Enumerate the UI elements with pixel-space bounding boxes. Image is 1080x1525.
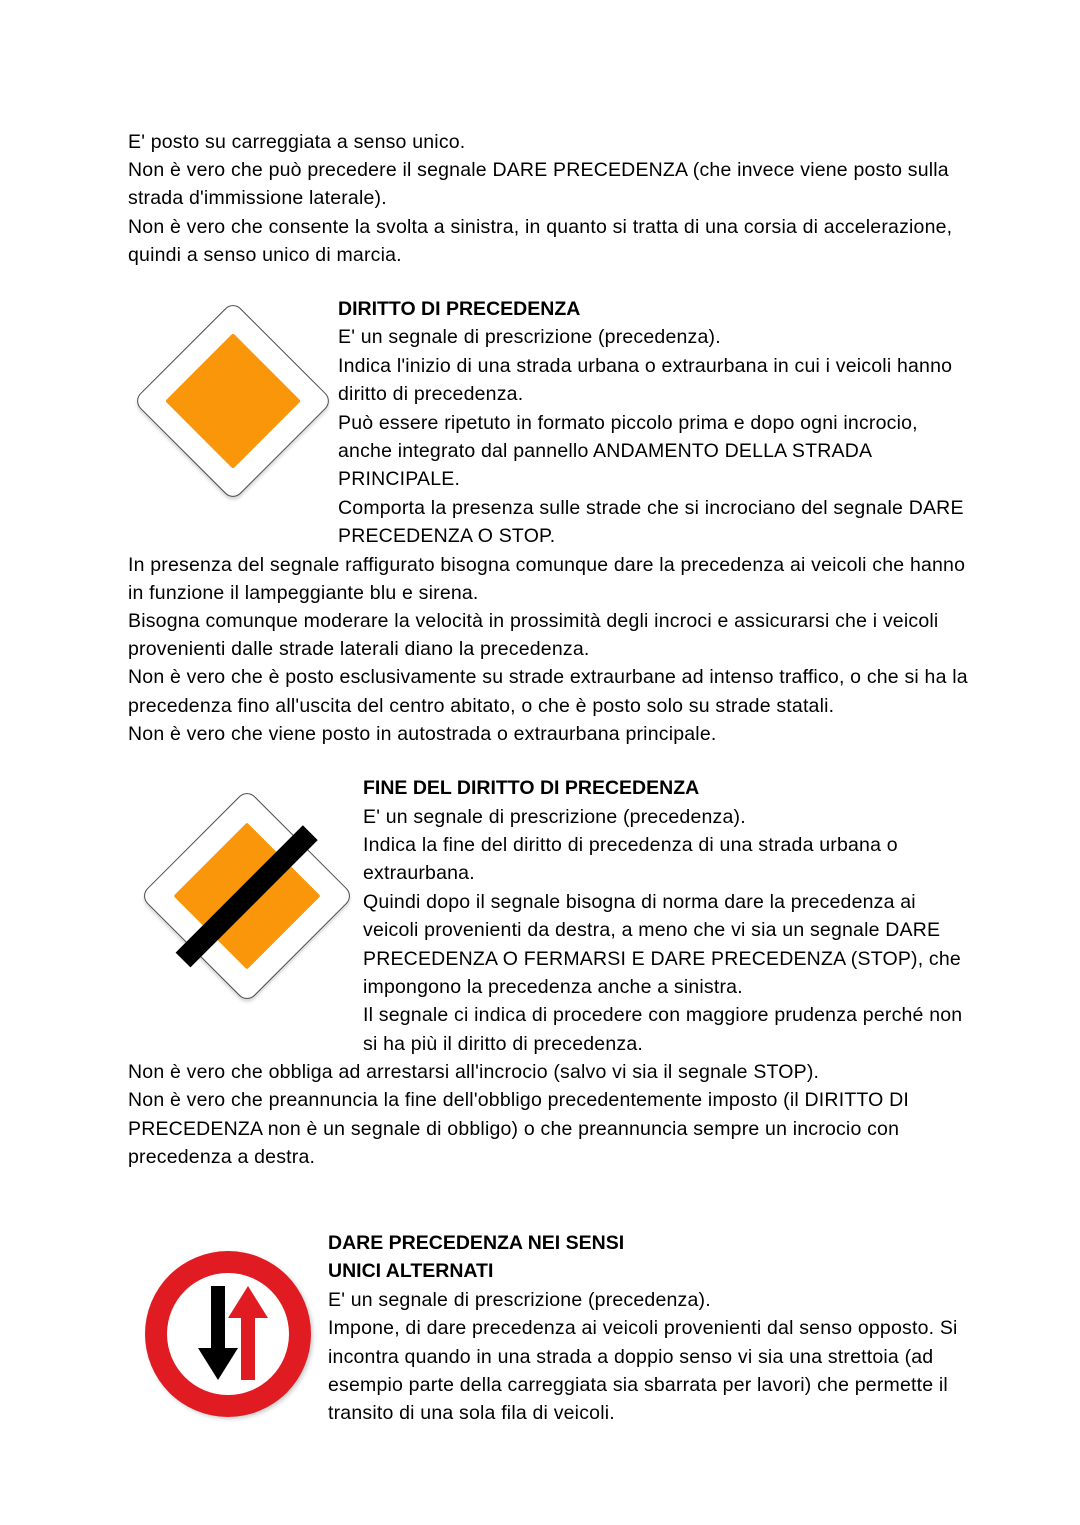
diamond-plate-icon — [139, 789, 354, 1004]
after-line: Bisogna comunque moderare la velocità in prossimità degli incroci e assicurarsi che i veicoli provenienti dalle strade laterali diano la precedenza. — [128, 610, 939, 661]
sign-column — [128, 774, 363, 1008]
section-body-line: Indica la fine del diritto di precedenza di una strada urbana o extraurbana. — [363, 833, 898, 885]
section-heading: DIRITTO DI PRECEDENZA — [338, 298, 581, 321]
section-1-after-block — [128, 551, 970, 748]
after-line: Non è vero che è posto esclusivamente su strade extraurbane ad intenso traffico, o che si ha la precedenza fino all'uscita del centro abitato, o che è posto solo su strade statali. — [128, 666, 968, 717]
diamond-orange-field-icon — [165, 333, 301, 469]
after-line: Non è vero che obbliga ad arrestarsi all'incrocio (salvo vi sia il segnale STOP). — [128, 1061, 820, 1084]
sign-column — [128, 295, 338, 502]
section-body-line: E' un segnale di prescrizione (precedenza). — [363, 805, 746, 828]
diritto-di-precedenza-sign — [132, 300, 334, 502]
intro-line-3: Non è vero che consente la svolta a sinistra, in quanto si tratta di una corsia di accelerazione, quindi a senso unico di marcia. — [128, 215, 953, 266]
text-column — [338, 295, 970, 551]
intro-paragraph-block — [128, 128, 970, 269]
section-body-line: E' un segnale di prescrizione (precedenza). — [338, 326, 721, 349]
red-ring-icon — [145, 1251, 311, 1417]
section-body-line: Impone, di dare precedenza ai veicoli provenienti dal senso opposto. Si incontra quando in una strada a doppio senso vi sia una strettoia (ad esempio parte della carreggiata sia sbarrata per lavori) che permette il transito di una sola fila di veicoli. — [328, 1317, 958, 1425]
section-diritto-di-precedenza — [128, 295, 970, 551]
section-body-line: Quindi dopo il segnale bisogna di norma dare la precedenza ai veicoli provenienti da destra, a meno che vi sia un segnale DARE PRECEDENZA O FERMARSI E DARE PRECEDENZA (STOP), che impongono la precedenza anche a sinistra. — [363, 890, 961, 998]
spacer — [128, 1171, 970, 1229]
section-heading: FINE DEL DIRITTO DI PRECEDENZA — [363, 777, 700, 800]
opposing-arrows-icon — [180, 1284, 276, 1384]
spacer — [128, 269, 970, 295]
section-heading-line-2: UNICI ALTERNATI — [328, 1260, 494, 1283]
section-body-line: E' un segnale di prescrizione (precedenza). — [328, 1288, 711, 1311]
section-2-after-block — [128, 1058, 970, 1171]
section-dare-precedenza-sensi-unici-alternati — [128, 1229, 970, 1431]
after-line: Non è vero che preannuncia la fine dell'obbligo precedentemente imposto (il DIRITTO DI PRECEDENZA non è un segnale di obbligo) o che preannuncia sempre un incrocio con precedenza a destra. — [128, 1089, 910, 1168]
arrow-down-icon — [198, 1286, 238, 1380]
text-column — [328, 1229, 970, 1428]
section-body-line: Il segnale ci indica di procedere con maggiore prudenza perché non si ha più il diritto di precedenza. — [363, 1004, 963, 1055]
section-heading-line-1: DARE PRECEDENZA NEI SENSI — [328, 1231, 625, 1254]
section-body-line: Indica l'inizio di una strada urbana o extraurbana in cui i veicoli hanno diritto di precedenza. — [338, 354, 953, 406]
intro-line-1: E' posto su carreggiata a senso unico. — [128, 131, 466, 153]
section-body-line: Può essere ripetuto in formato piccolo prima e dopo ogni incrocio, anche integrato dal pannello ANDAMENTO DELLA STRADA PRINCIPALE. — [338, 411, 918, 491]
text-column — [363, 774, 970, 1058]
sign-column — [128, 1229, 328, 1431]
intro-line-2: Non è vero che può precedere il segnale DARE PRECEDENZA (che invece viene posto sulla strada d'immissione laterale). — [128, 159, 949, 210]
dare-precedenza-sensi-unici-alternati-sign — [133, 1241, 323, 1431]
diamond-plate-icon — [133, 301, 334, 502]
spacer — [128, 748, 970, 774]
section-fine-del-diritto-di-precedenza — [128, 774, 970, 1058]
section-body-line: Comporta la presenza sulle strade che si incrociano del segnale DARE PRECEDENZA O STOP. — [338, 496, 964, 548]
arrow-up-icon — [228, 1286, 268, 1380]
after-line: Non è vero che viene posto in autostrada o extraurbana principale. — [128, 722, 717, 745]
after-line: In presenza del segnale raffigurato bisogna comunque dare la precedenza ai veicoli che hanno in funzione il lampeggiante blu e sirena. — [128, 553, 966, 604]
fine-diritto-di-precedenza-sign — [133, 782, 359, 1008]
